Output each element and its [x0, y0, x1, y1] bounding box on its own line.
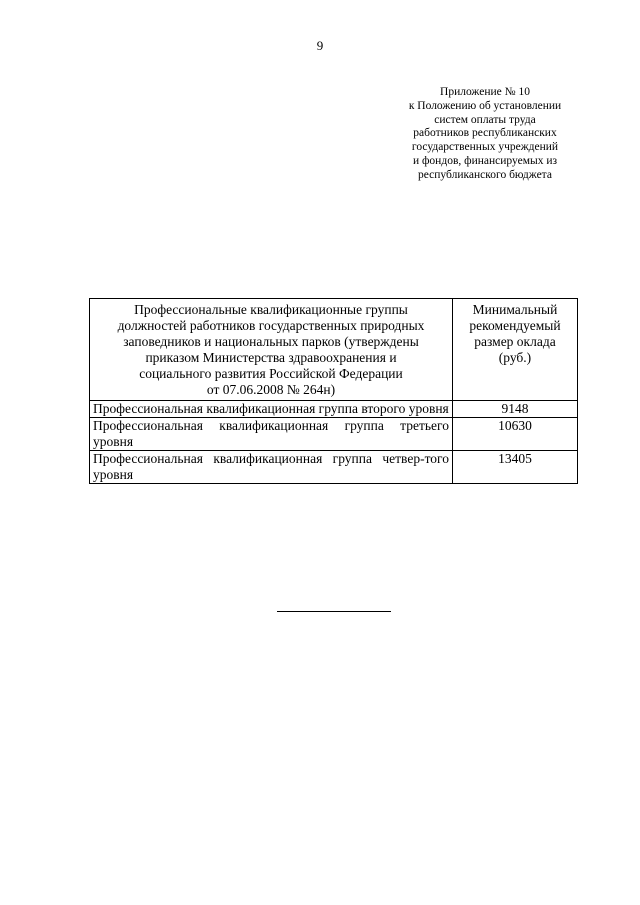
header-line: от 07.06.2008 № 264н) — [206, 382, 336, 397]
appendix-line: Приложение № 10 — [440, 86, 530, 98]
salary-cell: 9148 — [453, 401, 578, 418]
header-line: приказом Министерства здравоохранения и — [145, 350, 397, 365]
header-group-name — [90, 299, 453, 401]
appendix-line: республиканского бюджета — [418, 168, 552, 181]
salary-cell: 13405 — [453, 451, 578, 484]
appendix-line: и фондов, финансируемых из — [412, 154, 558, 167]
header-line: социального развития Российской Федерации — [139, 366, 403, 381]
page-number: 9 — [316, 38, 324, 53]
header-line: (руб.) — [498, 350, 532, 365]
group-name-cell: Профессиональная квалификационная группа четвер-того уровня — [90, 451, 453, 484]
table-row — [90, 418, 578, 451]
salary-cell: 10630 — [453, 418, 578, 451]
appendix-line: работников республиканских — [413, 127, 557, 140]
header-line: заповедников и национальных парков (утверждены — [123, 334, 419, 349]
header-line: рекомендуемый — [469, 318, 561, 333]
appendix-line: государственных учреждений — [411, 141, 559, 154]
appendix-note — [380, 86, 590, 183]
header-line: Минимальный — [472, 302, 558, 317]
header-line: размер оклада — [474, 334, 556, 349]
end-divider-line — [277, 611, 391, 612]
table-row — [90, 401, 578, 418]
appendix-line: к Положению об установлении — [408, 99, 562, 112]
header-salary — [453, 299, 578, 401]
appendix-line: систем оплаты труда — [434, 113, 536, 126]
qualification-groups-table — [89, 298, 578, 484]
group-name-cell: Профессиональная квалификационная группа второго уровня — [90, 401, 453, 418]
header-line: должностей работников государственных природных — [117, 318, 425, 333]
header-line: Профессиональные квалификационные группы — [134, 302, 408, 317]
group-name-cell: Профессиональная квалификационная группа третьего уровня — [90, 418, 453, 451]
table-row — [90, 451, 578, 484]
table-header-row — [90, 299, 578, 401]
